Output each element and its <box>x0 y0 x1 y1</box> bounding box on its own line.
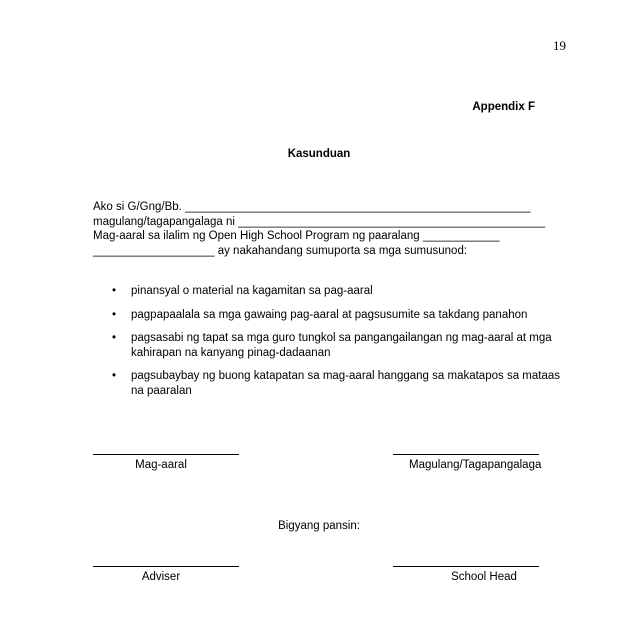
noted-by-label: Bigyang pansin: <box>278 520 360 532</box>
adviser-signature-block <box>93 566 239 584</box>
page-number: 19 <box>553 38 566 53</box>
bullet-icon: • <box>112 308 117 321</box>
student-signature-label: Mag-aaral <box>135 459 187 471</box>
paragraph-line: Ako si G/Gng/Bb. ______________________________________________________ <box>93 201 531 213</box>
list-item-text: pinansyal o material na kagamitan sa pag-aaral <box>131 285 373 297</box>
school-head-signature-label: School Head <box>451 571 517 583</box>
student-signature-block <box>93 454 239 472</box>
list-item <box>93 308 563 323</box>
list-item-text: pagsasabi ng tapat sa mga guro tungkol sa pangangailangan ng mag-aaral at mga <box>131 332 552 344</box>
list-item <box>93 369 563 398</box>
list-item <box>93 284 563 299</box>
bullet-icon: • <box>112 332 117 344</box>
paragraph-line: magulang/tagapangalaga ni ________________________________________________ <box>93 215 546 228</box>
paragraph-line: ___________________ ay nakahandang sumuporta sa mga sumusunod: <box>93 244 468 257</box>
adviser-signature-label: Adviser <box>141 571 181 583</box>
agreement-paragraph <box>93 200 553 258</box>
list-item-text-continued: kahirapan na kanyang pinag-dadaanan <box>131 346 331 359</box>
paragraph-line: Mag-aaral sa ilalim ng Open High School Program ng paaralang ____________ <box>93 230 500 242</box>
list-item-text: pagsubaybay ng buong katapatan sa mag-aaral hanggang sa makatapos sa mataas <box>131 370 560 382</box>
list-item-text: pagpapaalala sa mga gawaing pag-aaral at pagsusumite sa takdang panahon <box>131 308 528 321</box>
signature-line <box>93 566 239 567</box>
bullet-icon: • <box>112 285 117 297</box>
support-list <box>93 284 563 407</box>
signature-line <box>93 454 239 455</box>
list-item-text-continued: na paaralan <box>131 384 192 397</box>
school-head-signature-block <box>393 566 539 584</box>
list-item <box>93 331 563 360</box>
signature-line <box>393 454 539 455</box>
bullet-icon: • <box>112 370 117 382</box>
parent-signature-label: Magulang/Tagapangalaga <box>409 459 542 471</box>
signature-line <box>393 566 539 567</box>
parent-signature-block <box>393 454 542 472</box>
document-title: Kasunduan <box>287 148 351 160</box>
appendix-label: Appendix F <box>472 101 535 113</box>
